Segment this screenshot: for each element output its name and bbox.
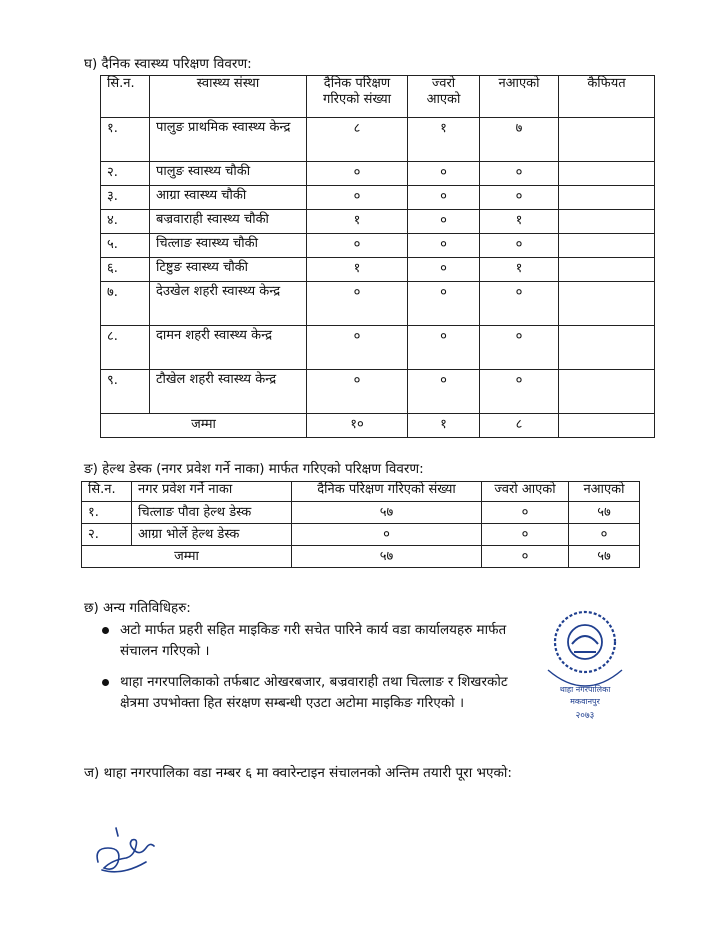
header-tested: दैनिक परिक्षण गरिएको संख्या xyxy=(307,76,408,118)
list-item xyxy=(100,672,520,714)
svg-text:२०७३: २०७३ xyxy=(575,711,595,721)
row-no-fever: ५७ xyxy=(569,502,640,524)
row-fever: ० xyxy=(482,502,569,524)
row-fever: ० xyxy=(408,282,480,326)
header-institution: स्वास्थ्य संस्था xyxy=(150,76,307,118)
header-sn: सि.न. xyxy=(82,482,132,502)
health-desk-table xyxy=(81,481,640,568)
section-ja-heading: ज) थाहा नगरपालिका वडा नम्बर ६ मा क्वारेन्टाइन संचालनको अन्तिम तयारी पूरा भएको: xyxy=(84,765,512,781)
row-no-fever: ० xyxy=(480,186,559,210)
table-header-row xyxy=(82,482,640,502)
row-tested: ० xyxy=(307,234,408,258)
table-row xyxy=(101,118,655,162)
row-fever: ० xyxy=(408,186,480,210)
row-remarks xyxy=(559,326,655,370)
row-institution: बज्रवाराही स्वास्थ्य चौकी xyxy=(150,210,307,234)
row-fever: ० xyxy=(408,234,480,258)
table-row xyxy=(101,210,655,234)
row-no-fever: ० xyxy=(480,326,559,370)
row-entry-point: आग्रा भोर्ले हेल्थ डेस्क xyxy=(132,524,292,546)
section-gha-heading: घ) दैनिक स्वास्थ्य परिक्षण विवरण: xyxy=(84,56,252,72)
activity-text: थाहा नगरपालिकाको तर्फबाट ओखरबजार, बज्रवाराही तथा चित्लाङ र शिखरकोट क्षेत्रमा उपभोक्ता हित संरक्षण सम्बन्धी एउटा अटोमा माइकिङ गरिएको । xyxy=(120,674,508,711)
table-row xyxy=(101,234,655,258)
header-sn: सि.न. xyxy=(101,76,150,118)
bullet-icon xyxy=(102,627,109,634)
total-label: जम्मा xyxy=(101,414,307,438)
header-fever: ज्वरो आएको xyxy=(408,76,480,118)
row-remarks xyxy=(559,118,655,162)
row-remarks xyxy=(559,370,655,414)
svg-text:मकवानपुर: मकवानपुर xyxy=(570,697,600,706)
total-tested: ५७ xyxy=(292,546,482,568)
row-no-fever: ७ xyxy=(480,118,559,162)
row-no-fever: ० xyxy=(480,370,559,414)
row-institution: चित्लाङ स्वास्थ्य चौकी xyxy=(150,234,307,258)
municipality-seal-icon xyxy=(530,600,640,725)
row-tested: ० xyxy=(307,326,408,370)
activities-list xyxy=(100,620,520,724)
total-remarks xyxy=(559,414,655,438)
row-remarks xyxy=(559,186,655,210)
row-remarks xyxy=(559,234,655,258)
row-no-fever: १ xyxy=(480,258,559,282)
row-no-fever: १ xyxy=(480,210,559,234)
header-remarks: कैफियत xyxy=(559,76,655,118)
row-sn: २. xyxy=(82,524,132,546)
row-tested: १ xyxy=(307,258,408,282)
total-fever: १ xyxy=(408,414,480,438)
table-row xyxy=(101,282,655,326)
row-no-fever: ० xyxy=(569,524,640,546)
row-fever: ० xyxy=(408,162,480,186)
row-institution: पालुङ प्राथमिक स्वास्थ्य केन्द्र xyxy=(150,118,307,162)
section-cha-heading: छ) अन्य गतिविधिहरु: xyxy=(84,600,191,616)
table-row xyxy=(101,186,655,210)
row-tested: ८ xyxy=(307,118,408,162)
total-label: जम्मा xyxy=(82,546,292,568)
row-institution: टौखेल शहरी स्वास्थ्य केन्द्र xyxy=(150,370,307,414)
table-row xyxy=(101,162,655,186)
health-post-table xyxy=(100,75,655,438)
table-header-row xyxy=(101,76,655,118)
row-tested: ० xyxy=(307,370,408,414)
total-tested: १० xyxy=(307,414,408,438)
row-tested: ० xyxy=(307,162,408,186)
row-sn: १. xyxy=(82,502,132,524)
table-row xyxy=(82,502,640,524)
row-fever: १ xyxy=(408,118,480,162)
table-row xyxy=(101,326,655,370)
svg-text:थाहा नगरपालिका: थाहा नगरपालिका xyxy=(559,685,611,694)
row-sn: ९. xyxy=(101,370,150,414)
header-tested: दैनिक परिक्षण गरिएको संख्या xyxy=(292,482,482,502)
row-fever: ० xyxy=(408,326,480,370)
row-fever: ० xyxy=(408,210,480,234)
section-nga-heading: ङ) हेल्थ डेस्क (नगर प्रवेश गर्ने नाका) मार्फत गरिएको परिक्षण विवरण: xyxy=(84,461,424,477)
row-sn: १. xyxy=(101,118,150,162)
row-tested: ० xyxy=(292,524,482,546)
total-no-fever: ८ xyxy=(480,414,559,438)
total-fever: ० xyxy=(482,546,569,568)
row-institution: पालुङ स्वास्थ्य चौकी xyxy=(150,162,307,186)
row-sn: ६. xyxy=(101,258,150,282)
row-sn: ३. xyxy=(101,186,150,210)
header-no-fever: नआएको xyxy=(480,76,559,118)
row-entry-point: चित्लाङ पौवा हेल्थ डेस्क xyxy=(132,502,292,524)
row-remarks xyxy=(559,282,655,326)
table-row xyxy=(101,370,655,414)
row-institution: देउखेल शहरी स्वास्थ्य केन्द्र xyxy=(150,282,307,326)
row-fever: ० xyxy=(408,258,480,282)
signature-icon xyxy=(90,822,165,880)
row-no-fever: ० xyxy=(480,234,559,258)
table-row xyxy=(82,524,640,546)
row-institution: आग्रा स्वास्थ्य चौकी xyxy=(150,186,307,210)
row-remarks xyxy=(559,258,655,282)
table-row xyxy=(101,258,655,282)
row-fever: ० xyxy=(482,524,569,546)
row-sn: ४. xyxy=(101,210,150,234)
activity-text: अटो मार्फत प्रहरी सहित माइकिङ गरी सचेत पारिने कार्य वडा कार्यालयहरु मार्फत संचालन गरिएको । xyxy=(120,622,507,659)
row-tested: १ xyxy=(307,210,408,234)
row-sn: ७. xyxy=(101,282,150,326)
row-fever: ० xyxy=(408,370,480,414)
bullet-icon xyxy=(102,679,109,686)
row-institution: टिष्टुङ स्वास्थ्य चौकी xyxy=(150,258,307,282)
header-no-fever: नआएको xyxy=(569,482,640,502)
row-tested: ० xyxy=(307,282,408,326)
row-tested: ० xyxy=(307,186,408,210)
row-sn: २. xyxy=(101,162,150,186)
row-institution: दामन शहरी स्वास्थ्य केन्द्र xyxy=(150,326,307,370)
row-remarks xyxy=(559,210,655,234)
row-no-fever: ० xyxy=(480,162,559,186)
row-remarks xyxy=(559,162,655,186)
row-sn: ५. xyxy=(101,234,150,258)
total-no-fever: ५७ xyxy=(569,546,640,568)
header-fever: ज्वरो आएको xyxy=(482,482,569,502)
row-tested: ५७ xyxy=(292,502,482,524)
list-item xyxy=(100,620,520,662)
total-row xyxy=(101,414,655,438)
header-entry-point: नगर प्रवेश गर्ने नाका xyxy=(132,482,292,502)
total-row xyxy=(82,546,640,568)
row-sn: ८. xyxy=(101,326,150,370)
row-no-fever: ० xyxy=(480,282,559,326)
